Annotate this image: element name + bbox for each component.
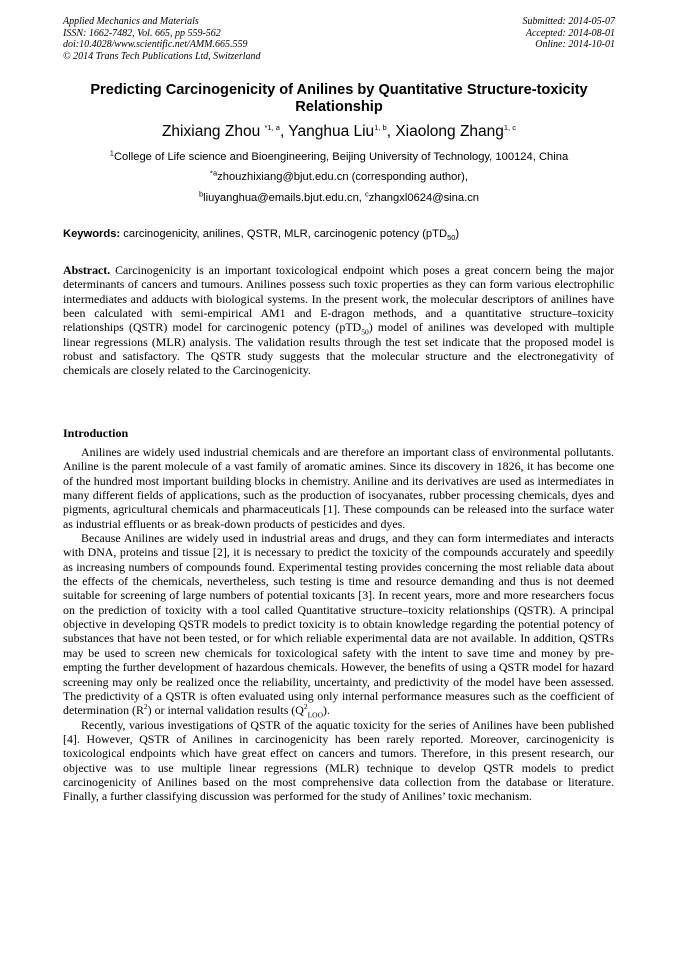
email-address[interactable]: liuyanghua@emails.bjut.edu.cn, <box>203 192 366 204</box>
keywords-text: carcinogenicity, anilines, QSTR, MLR, carcinogenic potency (pTD <box>120 228 448 240</box>
author-name: Zhixiang Zhou <box>161 123 265 140</box>
journal-info <box>63 16 261 62</box>
email-address[interactable]: zhangxl0624@sina.cn <box>368 192 480 204</box>
keywords <box>63 228 623 241</box>
abstract <box>63 263 614 378</box>
author-list <box>56 123 622 141</box>
section-heading: Introduction <box>63 426 129 440</box>
author-name: Xiaolong Zhang <box>395 123 504 140</box>
copyright-line: © 2014 Trans Tech Publications Ltd, Switzerland <box>63 50 261 62</box>
email-marker: c <box>365 189 369 199</box>
subscript: LOO <box>307 710 324 720</box>
author-marker: *1, a <box>264 122 280 132</box>
introduction-body <box>63 445 614 804</box>
abstract-text: ) model of anilines was developed with multiple linear regressions (MLR) analysis. The validation results through the test set indicate that the proposed model is robust and satisfactory. The QSTR study suggests that the molecular structure and the electronegativity of chemicals are closely related to the Carcinogenicity. <box>63 320 614 378</box>
doi-line: doi:10.4028/www.scientific.net/AMM.665.559 <box>63 39 248 50</box>
journal-name: Applied Mechanics and Materials <box>63 16 199 27</box>
paragraph: Recently, various investigations of QSTR of the aquatic toxicity for the series of Anilines have been published [4]. However, QSTR of Anilines in carcinogenicity has been rarely reported. Moreover, carcinogenicity is toxicological endpoints which have great effect on cancers and tumors. Therefore, in this present research, our objective was to use multiple linear regressions (MLR) technique to develop QSTR models to predict carcinogenicity of Anilines based on the most comprehensive data collection from the database or literature. Finally, a further classifying discussion was performed for the study of Anilines’ toxic mechanism. <box>63 717 614 804</box>
paper-title: Predicting Carcinogenicity of Anilines by Quantitative Structure-toxicity Relationship <box>90 82 588 115</box>
affiliation-marker: 1 <box>109 148 114 158</box>
affiliation-text: College of Life science and Bioengineering, Beijing University of Technology, 100124, China <box>113 151 569 163</box>
paragraph-text: ) or internal validation results (Q <box>147 703 304 718</box>
superscript: 2 <box>143 702 148 712</box>
abstract-label: Abstract. <box>63 263 111 277</box>
keywords-label: Keywords: <box>63 228 121 240</box>
email-address[interactable]: zhouzhixiang@bjut.edu.cn (corresponding author), <box>217 171 468 183</box>
keywords-subscript: 50 <box>447 233 456 243</box>
email-marker: b <box>198 189 204 199</box>
issn-line: ISSN: 1662-7482, Vol. 665, pp 559-562 <box>63 27 221 39</box>
paragraph: Anilines are widely used industrial chemicals and are therefore an important class of environmental pollutants. Aniline is the parent molecule of a vast family of aromatic amines. Since its discovery in 1826, it has become one of the hundred most important building blocks in chemistry. Aniline and its derivatives are used as intermediates in many different fields of applications, such as the production of isocyanates, rubber processing chemicals, dyes and pigments, agricultural chemicals and pharmaceuticals [1]. These compounds can be released into the surface water as industrial effluents or as break-down products of pesticides and dyes. <box>63 445 614 531</box>
email-marker: *a <box>210 168 218 178</box>
online-date: Online: 2014-10-01 <box>535 39 615 50</box>
abstract-subscript: 50 <box>361 327 369 337</box>
abstract-text: Carcinogenicity is an important toxicological endpoint which poses a great concern being the major determinants of cancers and tumours. Anilines possess such toxic properties as they can form various electrophilic intermediates and adducts with biological systems. In the present work, the molecular descriptors of anilines have been calculated with semi-empirical AM1 and E-dragon methods, and a quantitative structure–toxicity relationships (QSTR) model for carcinogenic potency (pTD <box>63 263 614 335</box>
author-marker: 1, b <box>374 122 387 132</box>
author-separator: , <box>386 123 396 140</box>
email-line-bc <box>56 189 622 205</box>
author-name: Yanghua Liu <box>288 123 375 140</box>
submitted-date: Submitted: 2014-05-07 <box>522 16 615 27</box>
dates-info <box>523 16 616 51</box>
paragraph-text: ). <box>323 703 330 718</box>
affiliation <box>56 148 622 164</box>
paragraph-text: Because Anilines are widely used in industrial areas and drugs, and they can form intermediates and interacts with DNA, proteins and tissue [2], it is necessary to predict the toxicity of the compounds accurately and speedily as increasing numbers of compounds found. Experimental testing provides concerning the most reliable data about the effects of the chemicals, nevertheless, such testing is time and resource demanding and thus is not deemed suitable for screening of large numbers of potential toxicants [3]. In recent years, more and more researchers focus on the prediction of toxicity with a tool called Quantitative structure–toxicity relationships (QSTR). A principal objective in developing QSTR models to predict toxicity is to obtain knowledge regarding the potential potency of substances that have not been tested, or for which reliable experimental data are not available. In addition, QSTRs may be used to screen new chemicals for toxicological safety with the intent to save time and money by pre-empting the further development of hazardous chemicals. However, the benefits of using a QSTR model for hazard screening may only be realized once the reliability, uncertainty, and predictivity of the model have been assessed. The predictivity of a QSTR is often evaluated using only internal performance measures such as the coefficient of determination (R <box>63 531 614 718</box>
keywords-end: ) <box>455 228 460 240</box>
paragraph <box>63 531 614 720</box>
email-line-a <box>56 168 622 184</box>
author-marker: 1, c <box>503 122 517 132</box>
accepted-date: Accepted: 2014-08-01 <box>525 27 615 39</box>
author-separator: , <box>279 123 289 140</box>
superscript: 2 <box>303 702 308 712</box>
